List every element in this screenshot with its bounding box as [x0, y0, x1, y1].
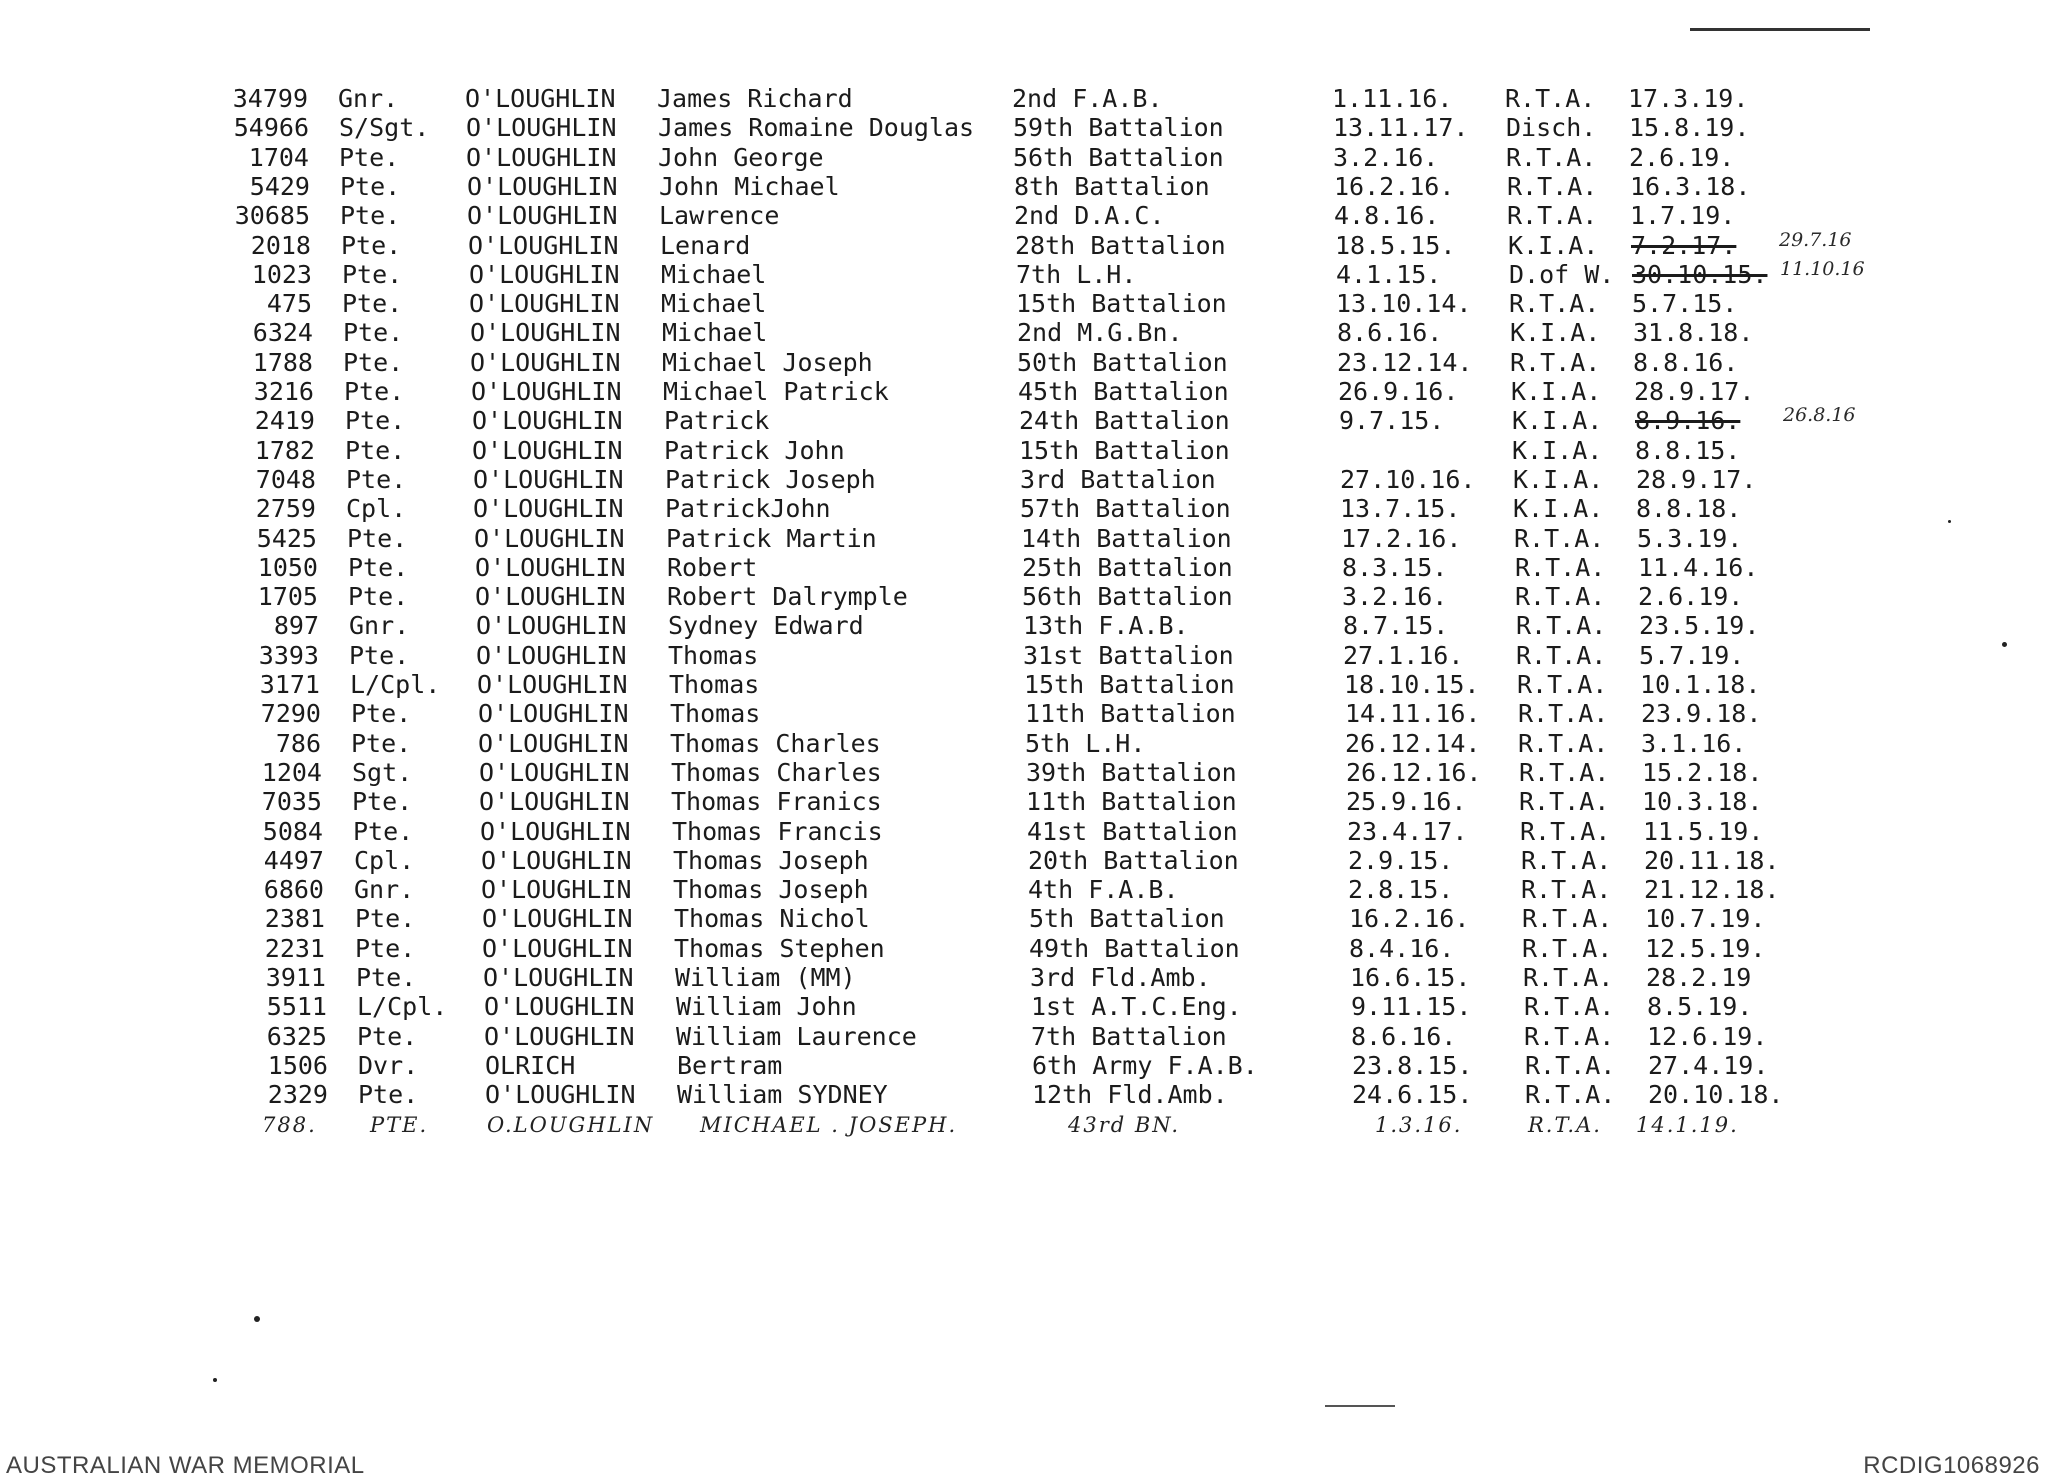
- cell-rank: Pte.: [342, 259, 403, 289]
- cell-unit: 39th Battalion: [1026, 757, 1237, 787]
- cell-surname: O'LOUGHLIN: [476, 611, 627, 641]
- footer-archive-name: AUSTRALIAN WAR MEMORIAL: [6, 1452, 365, 1479]
- cell-fate: R.T.A.: [1507, 171, 1598, 201]
- cell-rank: L/Cpl.: [357, 992, 448, 1022]
- cell-enlisted: 23.4.17.: [1347, 816, 1468, 846]
- cell-enlisted: 9.7.15.: [1339, 406, 1445, 436]
- cell-given: Thomas Charles: [670, 728, 881, 758]
- cell-date: 8.5.19.: [1647, 992, 1753, 1022]
- cell-date: 5.7.19.: [1639, 640, 1745, 670]
- cell-unit: 11th Battalion: [1025, 699, 1236, 729]
- cell-rank: Pte.: [341, 230, 402, 260]
- cell-fate: K.I.A.: [1508, 230, 1599, 260]
- cell-surname: O'LOUGHLIN: [465, 84, 616, 113]
- cell-surname: O'LOUGHLIN: [475, 552, 626, 582]
- scan-mark: [1690, 28, 1870, 31]
- handwritten-num: 788.: [262, 1113, 317, 1137]
- cell-given: Thomas: [670, 699, 761, 729]
- cell-rank: Pte.: [340, 201, 401, 231]
- cell-given: Thomas Franics: [671, 787, 882, 817]
- cell-given: Thomas Joseph: [673, 875, 869, 905]
- cell-given: Thomas Charles: [671, 757, 882, 787]
- handwritten-date: 14.1.19.: [1636, 1113, 1739, 1137]
- cell-given: Robert: [667, 552, 758, 582]
- cell-fate: R.T.A.: [1506, 142, 1597, 172]
- cell-surname: O'LOUGHLIN: [482, 904, 633, 934]
- cell-given: James Romaine Douglas: [658, 113, 975, 143]
- cell-rank: Pte.: [345, 406, 406, 436]
- cell-handwritten-note: 26.8.16: [1783, 404, 1856, 427]
- cell-unit: 45th Battalion: [1018, 377, 1229, 406]
- cell-enlisted: 3.2.16.: [1342, 582, 1448, 612]
- cell-fate: R.T.A.: [1519, 757, 1610, 787]
- cell-fate: R.T.A.: [1520, 816, 1611, 846]
- cell-num: 1782: [254, 435, 315, 465]
- cell-date: 10.7.19.: [1645, 904, 1766, 934]
- cell-enlisted: 23.12.14.: [1337, 347, 1473, 377]
- cell-enlisted: 8.3.15.: [1342, 552, 1448, 582]
- cell-num: 475: [266, 289, 312, 319]
- cell-given: Patrick: [664, 406, 770, 436]
- cell-surname: O'LOUGHLIN: [480, 816, 631, 846]
- scan-speck: [2002, 642, 2007, 647]
- cell-rank: Pte.: [351, 728, 412, 758]
- cell-num: 1788: [252, 347, 313, 377]
- scan-mark: [1325, 1405, 1395, 1407]
- cell-num: 5084: [262, 816, 323, 846]
- cell-num: 2381: [264, 904, 325, 934]
- cell-surname: O'LOUGHLIN: [466, 113, 617, 143]
- cell-num: 1704: [248, 142, 309, 172]
- cell-enlisted: 8.4.16.: [1349, 933, 1455, 963]
- cell-unit: 5th L.H.: [1025, 728, 1146, 758]
- cell-fate: D.of W.: [1509, 259, 1615, 289]
- cell-enlisted: 18.5.15.: [1335, 230, 1456, 260]
- cell-date: 10.1.18.: [1640, 670, 1761, 699]
- cell-given: Michael Patrick: [663, 377, 889, 406]
- cell-fate: R.T.A.: [1514, 523, 1605, 553]
- cell-unit: 41st Battalion: [1027, 816, 1238, 846]
- cell-fate: R.T.A.: [1519, 787, 1610, 817]
- cell-given: Patrick Martin: [666, 523, 877, 553]
- cell-enlisted: 26.9.16.: [1338, 377, 1459, 406]
- cell-num: 6860: [263, 875, 324, 905]
- cell-date: 17.3.19.: [1628, 84, 1749, 113]
- cell-unit: 2nd M.G.Bn.: [1017, 318, 1183, 348]
- cell-fate: R.T.A.: [1521, 845, 1612, 875]
- cell-num: 54966: [233, 113, 309, 143]
- cell-given: Michael Joseph: [662, 347, 873, 377]
- handwritten-fate: R.T.A.: [1528, 1113, 1602, 1137]
- cell-fate: R.T.A.: [1524, 992, 1615, 1022]
- cell-unit: 15th Battalion: [1024, 670, 1235, 699]
- cell-surname: O'LOUGHLIN: [478, 699, 629, 729]
- cell-unit: 56th Battalion: [1013, 142, 1224, 172]
- cell-enlisted: 26.12.16.: [1346, 757, 1482, 787]
- cell-unit: 2nd D.A.C.: [1014, 201, 1165, 231]
- cell-num: 7035: [261, 787, 322, 817]
- cell-given: William John: [676, 992, 857, 1022]
- cell-given: Thomas Nichol: [674, 904, 870, 934]
- cell-date: 20.11.18.: [1644, 845, 1780, 875]
- handwritten-given: MICHAEL . JOSEPH.: [700, 1113, 958, 1137]
- cell-surname: O'LOUGHLIN: [479, 787, 630, 817]
- cell-date: 27.4.19.: [1648, 1050, 1769, 1080]
- handwritten-enlisted: 1.3.16.: [1375, 1113, 1463, 1137]
- handwritten-rank: PTE.: [370, 1113, 429, 1137]
- cell-fate: R.T.A.: [1505, 84, 1596, 113]
- cell-handwritten-note: 11.10.16: [1780, 257, 1865, 280]
- cell-rank: Pte.: [342, 289, 403, 319]
- cell-num: 6325: [266, 1021, 327, 1051]
- cell-fate: R.T.A.: [1515, 552, 1606, 582]
- cell-enlisted: 1.11.16.: [1332, 84, 1453, 113]
- cell-date: 23.5.19.: [1639, 611, 1760, 641]
- cell-rank: Gnr.: [349, 611, 410, 641]
- cell-given: PatrickJohn: [665, 494, 831, 524]
- cell-rank: Pte.: [355, 933, 416, 963]
- cell-fate: R.T.A.: [1522, 933, 1613, 963]
- cell-num: 786: [275, 728, 321, 758]
- cell-num: 1204: [261, 757, 322, 787]
- cell-num: 3911: [265, 963, 326, 992]
- cell-fate: K.I.A.: [1512, 435, 1603, 465]
- cell-surname: O'LOUGHLIN: [477, 670, 628, 699]
- cell-num: 1023: [251, 259, 312, 289]
- cell-given: Thomas: [669, 670, 760, 699]
- cell-surname: OLRICH: [485, 1050, 576, 1080]
- cell-date: 8.8.18.: [1636, 494, 1742, 524]
- cell-given: Patrick Joseph: [665, 464, 876, 494]
- cell-num: 2759: [255, 494, 316, 524]
- cell-enlisted: 16.2.16.: [1334, 171, 1455, 201]
- cell-given: Thomas Joseph: [673, 845, 869, 875]
- cell-enlisted: 8.6.16.: [1337, 318, 1443, 348]
- cell-fate: K.I.A.: [1511, 377, 1602, 406]
- cell-unit: 3rd Battalion: [1020, 464, 1216, 494]
- cell-surname: O'LOUGHLIN: [469, 259, 620, 289]
- cell-date: 8.8.16.: [1633, 347, 1739, 377]
- cell-surname: O'LOUGHLIN: [482, 933, 633, 963]
- cell-rank: Pte.: [355, 904, 416, 934]
- cell-unit: 2nd F.A.B.: [1012, 84, 1163, 113]
- cell-fate: K.I.A.: [1510, 318, 1601, 348]
- cell-num: 5511: [266, 992, 327, 1022]
- cell-surname: O'LOUGHLIN: [479, 757, 630, 787]
- cell-num: 1506: [267, 1050, 328, 1080]
- cell-given: Thomas: [668, 640, 759, 670]
- cell-surname: O'LOUGHLIN: [467, 171, 618, 201]
- cell-surname: O'LOUGHLIN: [473, 464, 624, 494]
- cell-num: 3393: [258, 640, 319, 670]
- cell-given: Thomas Francis: [672, 816, 883, 846]
- cell-rank: L/Cpl.: [350, 670, 441, 699]
- cell-rank: Pte.: [349, 640, 410, 670]
- cell-surname: O'LOUGHLIN: [468, 230, 619, 260]
- cell-num: 5429: [249, 171, 310, 201]
- cell-date: 5.7.15.: [1632, 289, 1738, 319]
- cell-date: 28.9.17.: [1636, 464, 1757, 494]
- cell-fate: R.T.A.: [1525, 1080, 1616, 1110]
- cell-surname: O'LOUGHLIN: [484, 1021, 635, 1051]
- cell-fate: R.T.A.: [1510, 347, 1601, 377]
- cell-num: 7048: [255, 464, 316, 494]
- cell-fate: R.T.A.: [1524, 1021, 1615, 1051]
- cell-enlisted: 27.10.16.: [1340, 464, 1476, 494]
- cell-given: Thomas Stephen: [674, 933, 885, 963]
- cell-surname: O'LOUGHLIN: [473, 494, 624, 524]
- cell-rank: Cpl.: [354, 845, 415, 875]
- cell-struck-date: 8.9.16.: [1635, 406, 1741, 436]
- cell-fate: R.T.A.: [1518, 699, 1609, 729]
- cell-unit: 4th F.A.B.: [1028, 875, 1179, 905]
- cell-enlisted: 4.1.15.: [1336, 259, 1442, 289]
- cell-unit: 1st A.T.C.Eng.: [1031, 992, 1242, 1022]
- cell-rank: Pte.: [348, 552, 409, 582]
- cell-surname: O'LOUGHLIN: [470, 347, 621, 377]
- cell-date: 21.12.18.: [1644, 875, 1780, 905]
- cell-given: Robert Dalrymple: [667, 582, 908, 612]
- cell-date: 16.3.18.: [1630, 171, 1751, 201]
- cell-rank: Pte.: [353, 816, 414, 846]
- cell-rank: Pte.: [345, 435, 406, 465]
- cell-given: William Laurence: [676, 1021, 917, 1051]
- cell-num: 4497: [263, 845, 324, 875]
- cell-given: William SYDNEY: [677, 1080, 888, 1110]
- cell-date: 31.8.18.: [1633, 318, 1754, 348]
- cell-given: Michael: [661, 289, 767, 319]
- cell-unit: 11th Battalion: [1026, 787, 1237, 817]
- cell-unit: 56th Battalion: [1022, 582, 1233, 612]
- cell-unit: 14th Battalion: [1021, 523, 1232, 553]
- cell-unit: 50th Battalion: [1017, 347, 1228, 377]
- scan-speck: [254, 1316, 260, 1322]
- cell-given: Michael: [662, 318, 768, 348]
- cell-date: 5.3.19.: [1637, 523, 1743, 553]
- cell-unit: 6th Army F.A.B.: [1032, 1050, 1258, 1080]
- footer-record-id: RCDIG1068926: [1863, 1452, 2040, 1479]
- cell-enlisted: 27.1.16.: [1343, 640, 1464, 670]
- cell-enlisted: 24.6.15.: [1352, 1080, 1473, 1110]
- cell-rank: Pte.: [347, 523, 408, 553]
- handwritten-unit: 43rd BN.: [1068, 1113, 1181, 1137]
- cell-given: John Michael: [659, 171, 840, 201]
- cell-unit: 7th Battalion: [1031, 1021, 1227, 1051]
- cell-fate: K.I.A.: [1513, 494, 1604, 524]
- cell-given: Sydney Edward: [668, 611, 864, 641]
- cell-enlisted: 23.8.15.: [1352, 1050, 1473, 1080]
- cell-num: 2231: [264, 933, 325, 963]
- cell-rank: Pte.: [343, 347, 404, 377]
- cell-fate: R.T.A.: [1507, 201, 1598, 231]
- cell-rank: Pte.: [358, 1080, 419, 1110]
- cell-surname: O'LOUGHLIN: [470, 318, 621, 348]
- cell-surname: O'LOUGHLIN: [471, 377, 622, 406]
- cell-rank: Pte.: [343, 318, 404, 348]
- cell-handwritten-note: 29.7.16: [1779, 228, 1852, 251]
- cell-rank: Pte.: [340, 171, 401, 201]
- cell-given: James Richard: [657, 84, 853, 113]
- cell-surname: O'LOUGHLIN: [485, 1080, 636, 1110]
- cell-date: 28.2.19: [1646, 963, 1752, 992]
- cell-date: 23.9.18.: [1641, 699, 1762, 729]
- cell-struck-date: 30.10.15.: [1632, 259, 1768, 289]
- cell-num: 7290: [260, 699, 321, 729]
- cell-surname: O'LOUGHLIN: [475, 582, 626, 612]
- cell-fate: K.I.A.: [1513, 464, 1604, 494]
- cell-unit: 7th L.H.: [1016, 259, 1137, 289]
- cell-enlisted: 8.7.15.: [1343, 611, 1449, 641]
- cell-unit: 28th Battalion: [1015, 230, 1226, 260]
- cell-unit: 3rd Fld.Amb.: [1030, 963, 1211, 992]
- cell-rank: Pte.: [339, 142, 400, 172]
- cell-date: 11.4.16.: [1638, 552, 1759, 582]
- cell-surname: O'LOUGHLIN: [472, 406, 623, 436]
- cell-surname: O'LOUGHLIN: [476, 640, 627, 670]
- cell-rank: Pte.: [351, 699, 412, 729]
- cell-date: 11.5.19.: [1643, 816, 1764, 846]
- cell-rank: Gnr.: [354, 875, 415, 905]
- cell-unit: 12th Fld.Amb.: [1032, 1080, 1228, 1110]
- cell-given: Lawrence: [659, 201, 780, 231]
- cell-enlisted: 2.8.15.: [1348, 875, 1454, 905]
- scan-speck: [1948, 520, 1951, 523]
- cell-given: Bertram: [677, 1050, 783, 1080]
- cell-fate: R.T.A.: [1521, 875, 1612, 905]
- cell-date: 15.8.19.: [1629, 113, 1750, 143]
- cell-unit: 20th Battalion: [1028, 845, 1239, 875]
- cell-rank: Pte.: [352, 787, 413, 817]
- cell-enlisted: 2.9.15.: [1348, 845, 1454, 875]
- cell-date: 12.5.19.: [1645, 933, 1766, 963]
- cell-unit: 15th Battalion: [1016, 289, 1227, 319]
- cell-rank: Pte.: [348, 582, 409, 612]
- cell-unit: 15th Battalion: [1019, 435, 1230, 465]
- cell-enlisted: 14.11.16.: [1345, 699, 1481, 729]
- cell-date: 15.2.18.: [1642, 757, 1763, 787]
- cell-num: 6324: [252, 318, 313, 348]
- cell-enlisted: 9.11.15.: [1351, 992, 1472, 1022]
- cell-surname: O'LOUGHLIN: [467, 201, 618, 231]
- cell-enlisted: 18.10.15.: [1344, 670, 1480, 699]
- cell-unit: 8th Battalion: [1014, 171, 1210, 201]
- cell-rank: Pte.: [344, 377, 405, 406]
- cell-rank: Dvr.: [358, 1050, 419, 1080]
- cell-num: 2329: [267, 1080, 328, 1110]
- cell-fate: R.T.A.: [1518, 728, 1609, 758]
- cell-num: 897: [273, 611, 319, 641]
- cell-surname: O'LOUGHLIN: [478, 728, 629, 758]
- cell-enlisted: 8.6.16.: [1351, 1021, 1457, 1051]
- cell-given: Lenard: [660, 230, 751, 260]
- cell-date: 28.9.17.: [1634, 377, 1755, 406]
- cell-num: 5425: [256, 523, 317, 553]
- cell-date: 12.6.19.: [1647, 1021, 1768, 1051]
- cell-rank: Pte.: [346, 464, 407, 494]
- handwritten-surname: O.LOUGHLIN: [487, 1113, 655, 1137]
- cell-date: 2.6.19.: [1629, 142, 1735, 172]
- cell-num: 1705: [257, 582, 318, 612]
- cell-fate: R.T.A.: [1525, 1050, 1616, 1080]
- cell-date: 10.3.18.: [1642, 787, 1763, 817]
- cell-date: 1.7.19.: [1630, 201, 1736, 231]
- cell-enlisted: 16.6.15.: [1350, 963, 1471, 992]
- cell-num: 3171: [259, 670, 320, 699]
- cell-surname: O'LOUGHLIN: [484, 992, 635, 1022]
- cell-surname: O'LOUGHLIN: [474, 523, 625, 553]
- cell-enlisted: 4.8.16.: [1334, 201, 1440, 231]
- cell-num: 3216: [253, 377, 314, 406]
- cell-unit: 13th F.A.B.: [1023, 611, 1189, 641]
- cell-surname: O'LOUGHLIN: [469, 289, 620, 319]
- cell-fate: R.T.A.: [1515, 582, 1606, 612]
- cell-rank: Gnr.: [338, 84, 399, 113]
- cell-num: 1050: [257, 552, 318, 582]
- cell-enlisted: 3.2.16.: [1333, 142, 1439, 172]
- cell-unit: 59th Battalion: [1013, 113, 1224, 143]
- cell-enlisted: 17.2.16.: [1341, 523, 1462, 553]
- cell-date: 8.8.15.: [1635, 435, 1741, 465]
- cell-rank: Sgt.: [352, 757, 413, 787]
- cell-fate: R.T.A.: [1516, 611, 1607, 641]
- cell-fate: R.T.A.: [1516, 640, 1607, 670]
- cell-unit: 49th Battalion: [1029, 933, 1240, 963]
- cell-enlisted: 13.11.17.: [1333, 113, 1469, 143]
- cell-date: 3.1.16.: [1641, 728, 1747, 758]
- cell-date: 2.6.19.: [1638, 582, 1744, 612]
- cell-fate: R.T.A.: [1509, 289, 1600, 319]
- cell-rank: Cpl.: [346, 494, 407, 524]
- cell-num: 2419: [254, 406, 315, 436]
- cell-given: Michael: [661, 259, 767, 289]
- cell-surname: O'LOUGHLIN: [483, 963, 634, 992]
- cell-rank: Pte.: [357, 1021, 418, 1051]
- cell-fate: R.T.A.: [1517, 670, 1608, 699]
- cell-unit: 24th Battalion: [1019, 406, 1230, 436]
- cell-fate: Disch.: [1506, 113, 1597, 143]
- cell-fate: R.T.A.: [1522, 904, 1613, 934]
- cell-enlisted: 13.10.14.: [1336, 289, 1472, 319]
- cell-enlisted: 16.2.16.: [1349, 904, 1470, 934]
- cell-surname: O'LOUGHLIN: [481, 875, 632, 905]
- cell-given: John George: [658, 142, 824, 172]
- cell-rank: Pte.: [356, 963, 417, 992]
- scan-speck: [213, 1378, 217, 1382]
- cell-rank: S/Sgt.: [339, 113, 430, 143]
- cell-unit: 5th Battalion: [1029, 904, 1225, 934]
- cell-surname: O'LOUGHLIN: [472, 435, 623, 465]
- cell-num: 34799: [232, 84, 308, 113]
- cell-fate: K.I.A.: [1512, 406, 1603, 436]
- cell-date: 20.10.18.: [1648, 1080, 1784, 1110]
- cell-surname: O'LOUGHLIN: [481, 845, 632, 875]
- cell-given: Patrick John: [664, 435, 845, 465]
- cell-enlisted: 25.9.16.: [1346, 787, 1467, 817]
- cell-unit: 57th Battalion: [1020, 494, 1231, 524]
- cell-num: 2018: [250, 230, 311, 260]
- cell-unit: 25th Battalion: [1022, 552, 1233, 582]
- cell-surname: O'LOUGHLIN: [466, 142, 617, 172]
- cell-enlisted: 26.12.14.: [1345, 728, 1481, 758]
- cell-struck-date: 7.2.17.: [1631, 230, 1737, 260]
- cell-given: William (MM): [675, 963, 856, 992]
- cell-num: 30685: [234, 201, 310, 231]
- cell-fate: R.T.A.: [1523, 963, 1614, 992]
- cell-unit: 31st Battalion: [1023, 640, 1234, 670]
- cell-enlisted: 13.7.15.: [1340, 494, 1461, 524]
